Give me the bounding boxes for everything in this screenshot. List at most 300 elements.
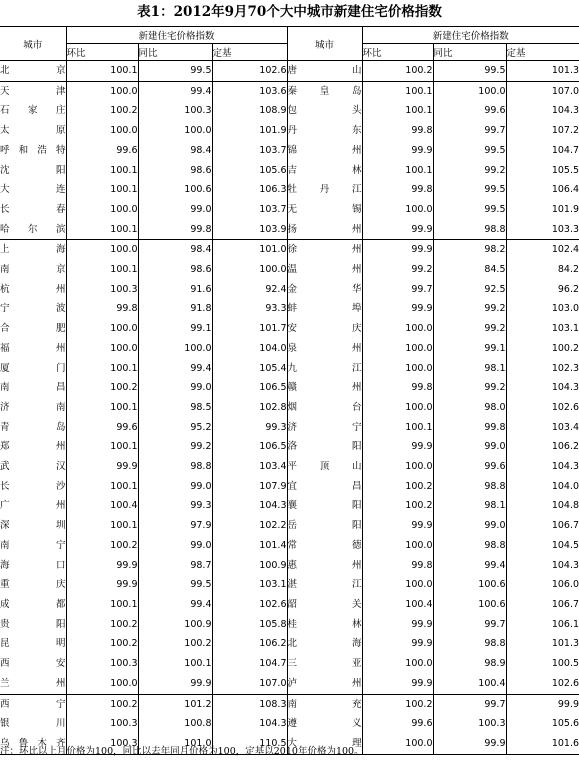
city-name-right: 无 锡 — [287, 200, 362, 220]
mom-value-right: 99.9 — [362, 299, 433, 319]
base-value-left: 92.4 — [212, 280, 287, 300]
base-value-right: 104.3 — [551, 559, 579, 571]
base-value-right: 99.9 — [506, 694, 579, 714]
mom-value-left: 99.8 — [66, 299, 138, 319]
mom-value-right: 100.0 — [362, 319, 433, 339]
mom-value-right: 99.8 — [362, 378, 433, 398]
city-name-left: 西 安 — [0, 654, 66, 674]
yoy-value-left: 91.8 — [138, 299, 212, 319]
table-row — [0, 161, 579, 181]
table-row — [0, 437, 579, 457]
city-name-right: 徐 州 — [287, 240, 362, 260]
yoy-value-left: 99.0 — [138, 200, 212, 220]
base-value-right: 104.7 — [551, 144, 579, 156]
city-name-right: 金 华 — [287, 280, 362, 300]
yoy-value-left: 99.0 — [138, 477, 212, 497]
city-name-left: 乌鲁木齐 — [0, 734, 66, 754]
yoy-value-right: 99.2 — [433, 299, 506, 319]
base-value-right: 106.4 — [551, 184, 579, 196]
base-value-right: 100.5 — [551, 658, 579, 670]
city-name-right: 烟 台 — [287, 398, 362, 418]
yoy-value-left: 100.0 — [138, 339, 212, 359]
table-row — [0, 339, 579, 359]
mom-value-right: 100.0 — [362, 398, 433, 418]
yoy-value-left: 91.6 — [138, 280, 212, 300]
table-row — [0, 516, 579, 536]
base-value-left: 103.1 — [212, 575, 287, 595]
city-name-right: 湛 江 — [287, 575, 362, 595]
yoy-value-right: 99.5 — [433, 61, 506, 82]
base-value-left: 106.2 — [212, 634, 287, 654]
table-row — [0, 654, 579, 674]
base-value-right: 106.7 — [551, 520, 579, 532]
yoy-value-left: 100.6 — [138, 180, 212, 200]
yoy-value-right: 99.5 — [433, 180, 506, 200]
mom-value-right: 100.4 — [362, 595, 433, 615]
table-row — [0, 595, 579, 615]
mom-value-right: 100.2 — [362, 61, 433, 82]
yoy-value-left: 98.6 — [138, 260, 212, 280]
mom-value-left: 100.1 — [66, 516, 138, 536]
city-header-left: 城市 — [0, 27, 66, 61]
city-name-left: 厦 门 — [0, 359, 66, 379]
base-value-right: 101.9 — [551, 203, 579, 215]
mom-value-left: 100.0 — [66, 121, 138, 141]
base-value-left: 107.9 — [212, 477, 287, 497]
mom-value-right: 99.9 — [362, 220, 433, 240]
base-value-right: 105.6 — [551, 718, 579, 730]
mom-value-right: 100.0 — [362, 575, 433, 595]
yoy-value-left: 99.2 — [138, 437, 212, 457]
mom-value-left: 100.3 — [66, 654, 138, 674]
city-name-right: 牡丹江 — [287, 180, 362, 200]
city-name-right: 惠 州 — [287, 556, 362, 576]
yoy-value-left: 100.2 — [138, 634, 212, 654]
yoy-value-right: 99.7 — [433, 694, 506, 714]
table-row — [0, 200, 579, 220]
yoy-value-right: 99.5 — [433, 141, 506, 161]
table-row — [0, 359, 579, 379]
base-value-right: 102.6 — [551, 677, 579, 689]
mom-value-left: 100.2 — [66, 694, 138, 714]
mom-value-left: 100.0 — [66, 319, 138, 339]
city-name-left: 沈 阳 — [0, 161, 66, 181]
base-value-right: 106.2 — [551, 441, 579, 453]
mom-value-left: 100.0 — [66, 674, 138, 694]
yoy-header-right: 同比 — [433, 44, 506, 61]
base-value-left: 110.5 — [212, 734, 287, 754]
yoy-value-right: 100.6 — [433, 575, 506, 595]
city-name-left: 宁 波 — [0, 299, 66, 319]
base-value-left: 100.9 — [212, 556, 287, 576]
base-value-right: 104.3 — [551, 461, 579, 473]
city-name-left: 长 沙 — [0, 477, 66, 497]
base-value-left: 108.3 — [212, 694, 287, 714]
yoy-value-left: 100.9 — [138, 615, 212, 635]
mom-value-left: 100.0 — [66, 240, 138, 260]
base-value-left: 99.3 — [212, 418, 287, 438]
mom-value-right: 100.0 — [362, 339, 433, 359]
base-value-left: 106.5 — [212, 378, 287, 398]
yoy-value-right: 99.7 — [433, 121, 506, 141]
city-name-right: 襄 阳 — [287, 496, 362, 516]
city-name-right: 宜 昌 — [287, 477, 362, 497]
city-name-right: 三 亚 — [287, 654, 362, 674]
yoy-value-left: 101.0 — [138, 734, 212, 754]
table-row — [0, 81, 579, 101]
mom-value-left: 100.2 — [66, 634, 138, 654]
mom-value-right: 100.2 — [362, 694, 433, 714]
city-name-right: 泉 州 — [287, 339, 362, 359]
base-value-right: 84.2 — [557, 264, 579, 276]
mom-value-right: 99.9 — [362, 437, 433, 457]
city-name-right: 济 宁 — [287, 418, 362, 438]
mom-value-right: 99.9 — [362, 634, 433, 654]
city-name-right: 洛 阳 — [287, 437, 362, 457]
yoy-value-right: 100.0 — [433, 81, 506, 101]
mom-value-left: 100.2 — [66, 536, 138, 556]
base-value-left: 102.6 — [212, 595, 287, 615]
city-name-left: 长 春 — [0, 200, 66, 220]
city-name-left: 杭 州 — [0, 280, 66, 300]
footnote: 注：环比以上月价格为100，同比以去年同月价格为100，定基以2010年价格为100。 — [0, 746, 364, 757]
base-value-left: 106.5 — [212, 437, 287, 457]
base-value-right: 102.6 — [551, 401, 579, 413]
yoy-value-right: 99.0 — [433, 437, 506, 457]
yoy-value-left: 99.3 — [138, 496, 212, 516]
table-row — [0, 398, 579, 418]
base-value-left: 103.6 — [212, 81, 287, 101]
base-value-right: 107.2 — [551, 125, 579, 137]
city-name-right: 吉 林 — [287, 161, 362, 181]
mom-value-right: 99.8 — [362, 180, 433, 200]
yoy-value-right: 92.5 — [433, 280, 506, 300]
city-name-right: 蚌 埠 — [287, 299, 362, 319]
table-row — [0, 694, 579, 714]
yoy-value-left: 99.5 — [138, 61, 212, 82]
base-value-left: 101.4 — [212, 536, 287, 556]
city-name-left: 南 昌 — [0, 378, 66, 398]
city-name-left: 福 州 — [0, 339, 66, 359]
mom-value-left: 100.2 — [66, 101, 138, 121]
base-value-left: 100.0 — [212, 260, 287, 280]
table-row — [0, 280, 579, 300]
yoy-value-right: 98.0 — [433, 398, 506, 418]
mom-value-right: 100.0 — [362, 359, 433, 379]
table-row — [0, 260, 579, 280]
base-value-left: 103.4 — [212, 457, 287, 477]
base-value-left: 103.9 — [212, 220, 287, 240]
city-name-left: 青 岛 — [0, 418, 66, 438]
city-name-right: 秦皇岛 — [287, 81, 362, 101]
city-name-right: 赣 州 — [287, 378, 362, 398]
yoy-value-left: 98.4 — [138, 240, 212, 260]
city-name-right: 扬 州 — [287, 220, 362, 240]
city-name-left: 天 津 — [0, 81, 66, 101]
mom-value-right: 100.0 — [362, 734, 433, 754]
mom-value-left: 100.1 — [66, 220, 138, 240]
mom-value-right: 99.8 — [362, 556, 433, 576]
base-value-right: 101.3 — [551, 65, 579, 76]
city-name-left: 南 宁 — [0, 536, 66, 556]
yoy-value-right: 99.2 — [433, 319, 506, 339]
base-value-left: 108.9 — [212, 101, 287, 121]
yoy-value-left: 99.8 — [138, 220, 212, 240]
yoy-value-left: 99.9 — [138, 674, 212, 694]
yoy-value-right: 99.2 — [433, 378, 506, 398]
base-value-left: 105.4 — [212, 359, 287, 379]
yoy-value-right: 99.9 — [433, 734, 506, 754]
table-row — [0, 121, 579, 141]
mom-value-right: 100.0 — [362, 457, 433, 477]
mom-value-right: 100.0 — [362, 536, 433, 556]
yoy-value-left: 100.0 — [138, 121, 212, 141]
header-row-top — [0, 27, 579, 44]
table-title: 表1：2012年9月70个大中城市新建住宅价格指数 — [137, 4, 442, 20]
base-value-right: 104.3 — [551, 105, 579, 117]
base-value-right: 101.3 — [551, 638, 579, 650]
table-row — [0, 496, 579, 516]
city-name-right: 温 州 — [287, 260, 362, 280]
base-value-right: 103.0 — [551, 303, 579, 315]
base-value-right: 101.6 — [506, 734, 579, 754]
base-value-right: 107.0 — [506, 81, 579, 101]
yoy-value-right: 100.3 — [433, 714, 506, 734]
city-name-right: 韶 关 — [287, 595, 362, 615]
city-name-right: 锦 州 — [287, 141, 362, 161]
base-value-left: 102.8 — [212, 398, 287, 418]
city-name-right: 泸 州 — [287, 674, 362, 694]
base-value-right: 106.0 — [551, 579, 579, 591]
table-body — [0, 61, 579, 755]
mom-value-right: 99.2 — [362, 260, 433, 280]
yoy-value-left: 99.4 — [138, 359, 212, 379]
table-row — [0, 378, 579, 398]
city-name-left: 海 口 — [0, 556, 66, 576]
city-name-left: 成 都 — [0, 595, 66, 615]
mom-value-left: 99.6 — [66, 418, 138, 438]
city-name-left: 贵 阳 — [0, 615, 66, 635]
base-header-right: 定基 — [506, 44, 579, 61]
city-name-left: 银 川 — [0, 714, 66, 734]
city-name-left: 北 京 — [0, 61, 66, 82]
yoy-value-left: 100.8 — [138, 714, 212, 734]
yoy-value-right: 98.8 — [433, 477, 506, 497]
mom-value-left: 100.1 — [66, 595, 138, 615]
index-group-header-left: 新建住宅价格指数 — [66, 27, 287, 44]
city-name-right: 平顶山 — [287, 457, 362, 477]
mom-value-left: 100.1 — [66, 61, 138, 82]
city-name-right: 岳 阳 — [287, 516, 362, 536]
mom-value-left: 100.0 — [66, 81, 138, 101]
yoy-value-left: 101.2 — [138, 694, 212, 714]
yoy-value-left: 95.2 — [138, 418, 212, 438]
base-header-left: 定基 — [212, 44, 287, 61]
mom-value-right: 100.0 — [362, 654, 433, 674]
yoy-value-left: 99.5 — [138, 575, 212, 595]
mom-value-left: 100.2 — [66, 378, 138, 398]
yoy-value-left: 98.6 — [138, 161, 212, 181]
mom-value-left: 99.9 — [66, 575, 138, 595]
city-name-right: 大 理 — [287, 734, 362, 754]
mom-value-left: 100.2 — [66, 615, 138, 635]
yoy-value-right: 98.1 — [433, 496, 506, 516]
price-index-table — [0, 26, 579, 755]
mom-value-right: 100.0 — [362, 200, 433, 220]
mom-value-right: 100.1 — [362, 81, 433, 101]
yoy-value-right: 99.2 — [433, 161, 506, 181]
table-row — [0, 536, 579, 556]
mom-value-right: 99.8 — [362, 121, 433, 141]
base-value-left: 105.6 — [212, 161, 287, 181]
yoy-value-right: 99.6 — [433, 101, 506, 121]
base-value-left: 101.7 — [212, 319, 287, 339]
base-value-right: 103.4 — [551, 421, 579, 433]
table-row — [0, 575, 579, 595]
mom-value-left: 100.4 — [66, 496, 138, 516]
mom-value-left: 99.6 — [66, 141, 138, 161]
yoy-value-left: 98.7 — [138, 556, 212, 576]
base-value-left: 107.0 — [212, 674, 287, 694]
base-value-left: 102.6 — [212, 61, 287, 82]
base-value-left: 104.3 — [212, 714, 287, 734]
mom-value-left: 100.1 — [66, 359, 138, 379]
city-name-right: 北 海 — [287, 634, 362, 654]
mom-value-right: 100.1 — [362, 418, 433, 438]
yoy-value-left: 98.5 — [138, 398, 212, 418]
mom-value-right: 99.9 — [362, 240, 433, 260]
yoy-value-right: 99.6 — [433, 457, 506, 477]
mom-value-right: 99.7 — [362, 280, 433, 300]
yoy-value-left: 97.9 — [138, 516, 212, 536]
city-name-left: 大 连 — [0, 180, 66, 200]
mom-value-right: 100.2 — [362, 496, 433, 516]
mom-value-right: 99.9 — [362, 141, 433, 161]
city-name-left: 哈尔滨 — [0, 220, 66, 240]
base-value-left: 102.2 — [212, 516, 287, 536]
table-row — [0, 457, 579, 477]
table-row — [0, 141, 579, 161]
city-name-right: 遵 义 — [287, 714, 362, 734]
base-value-right: 96.2 — [557, 283, 579, 295]
table-row — [0, 674, 579, 694]
base-value-right: 104.8 — [551, 500, 579, 512]
city-name-left: 呼和浩特 — [0, 141, 66, 161]
yoy-value-left: 99.1 — [138, 319, 212, 339]
city-name-right: 唐 山 — [287, 61, 362, 82]
table-row — [0, 101, 579, 121]
yoy-value-left: 98.4 — [138, 141, 212, 161]
table-row — [0, 180, 579, 200]
yoy-value-left: 100.1 — [138, 654, 212, 674]
mom-value-right: 99.9 — [362, 615, 433, 635]
city-header-right: 城市 — [287, 27, 362, 61]
city-name-left: 昆 明 — [0, 634, 66, 654]
mom-value-left: 100.1 — [66, 477, 138, 497]
base-value-right: 102.3 — [551, 362, 579, 374]
yoy-value-right: 100.4 — [433, 674, 506, 694]
mom-value-left: 100.3 — [66, 734, 138, 754]
mom-value-left: 100.1 — [66, 398, 138, 418]
table-row — [0, 556, 579, 576]
base-value-left: 104.0 — [212, 339, 287, 359]
base-value-right: 102.4 — [506, 240, 579, 260]
yoy-header-left: 同比 — [138, 44, 212, 61]
yoy-value-right: 99.1 — [433, 339, 506, 359]
mom-value-left: 100.1 — [66, 437, 138, 457]
table-row — [0, 714, 579, 734]
yoy-value-left: 100.3 — [138, 101, 212, 121]
base-value-right: 104.5 — [551, 539, 579, 551]
index-group-header-right: 新建住宅价格指数 — [362, 27, 579, 44]
city-name-left: 石家庄 — [0, 101, 66, 121]
mom-value-right: 99.6 — [362, 714, 433, 734]
yoy-value-left: 98.8 — [138, 457, 212, 477]
city-name-right: 常 德 — [287, 536, 362, 556]
mom-header-left: 环比 — [66, 44, 138, 61]
base-value-right: 105.5 — [551, 164, 579, 176]
yoy-value-left: 99.0 — [138, 536, 212, 556]
city-name-left: 武 汉 — [0, 457, 66, 477]
mom-value-left: 99.9 — [66, 457, 138, 477]
mom-value-left: 99.9 — [66, 556, 138, 576]
base-value-right: 106.7 — [551, 598, 579, 610]
table-row — [0, 418, 579, 438]
mom-value-right: 100.1 — [362, 161, 433, 181]
city-name-left: 兰 州 — [0, 674, 66, 694]
table-row — [0, 220, 579, 240]
yoy-value-right: 98.1 — [433, 359, 506, 379]
yoy-value-right: 84.5 — [433, 260, 506, 280]
yoy-value-right: 99.0 — [433, 516, 506, 536]
base-value-right: 104.3 — [551, 382, 579, 394]
yoy-value-right: 100.6 — [433, 595, 506, 615]
base-value-left: 101.0 — [212, 240, 287, 260]
mom-value-left: 100.0 — [66, 200, 138, 220]
table-row — [0, 615, 579, 635]
mom-value-left: 100.3 — [66, 714, 138, 734]
yoy-value-right: 98.8 — [433, 536, 506, 556]
yoy-value-right: 98.9 — [433, 654, 506, 674]
city-name-left: 深 圳 — [0, 516, 66, 536]
base-value-right: 103.3 — [551, 223, 579, 235]
mom-value-right: 100.2 — [362, 477, 433, 497]
yoy-value-left: 99.4 — [138, 595, 212, 615]
table-row — [0, 61, 579, 82]
mom-value-left: 100.1 — [66, 260, 138, 280]
base-value-left: 105.8 — [212, 615, 287, 635]
mom-value-left: 100.1 — [66, 180, 138, 200]
base-value-left: 103.7 — [212, 141, 287, 161]
yoy-value-left: 99.0 — [138, 378, 212, 398]
mom-value-left: 100.3 — [66, 280, 138, 300]
city-name-left: 南 京 — [0, 260, 66, 280]
table-row — [0, 477, 579, 497]
base-value-right: 103.1 — [551, 323, 579, 335]
city-name-left: 太 原 — [0, 121, 66, 141]
base-value-left: 104.3 — [212, 496, 287, 516]
yoy-value-right: 98.2 — [433, 240, 506, 260]
base-value-right: 106.1 — [551, 618, 579, 630]
base-value-left: 101.9 — [212, 121, 287, 141]
table-row — [0, 240, 579, 260]
yoy-value-right: 98.8 — [433, 634, 506, 654]
city-name-left: 郑 州 — [0, 437, 66, 457]
yoy-value-left: 99.4 — [138, 81, 212, 101]
base-value-left: 104.7 — [212, 654, 287, 674]
yoy-value-right: 99.4 — [433, 556, 506, 576]
city-name-left: 重 庆 — [0, 575, 66, 595]
